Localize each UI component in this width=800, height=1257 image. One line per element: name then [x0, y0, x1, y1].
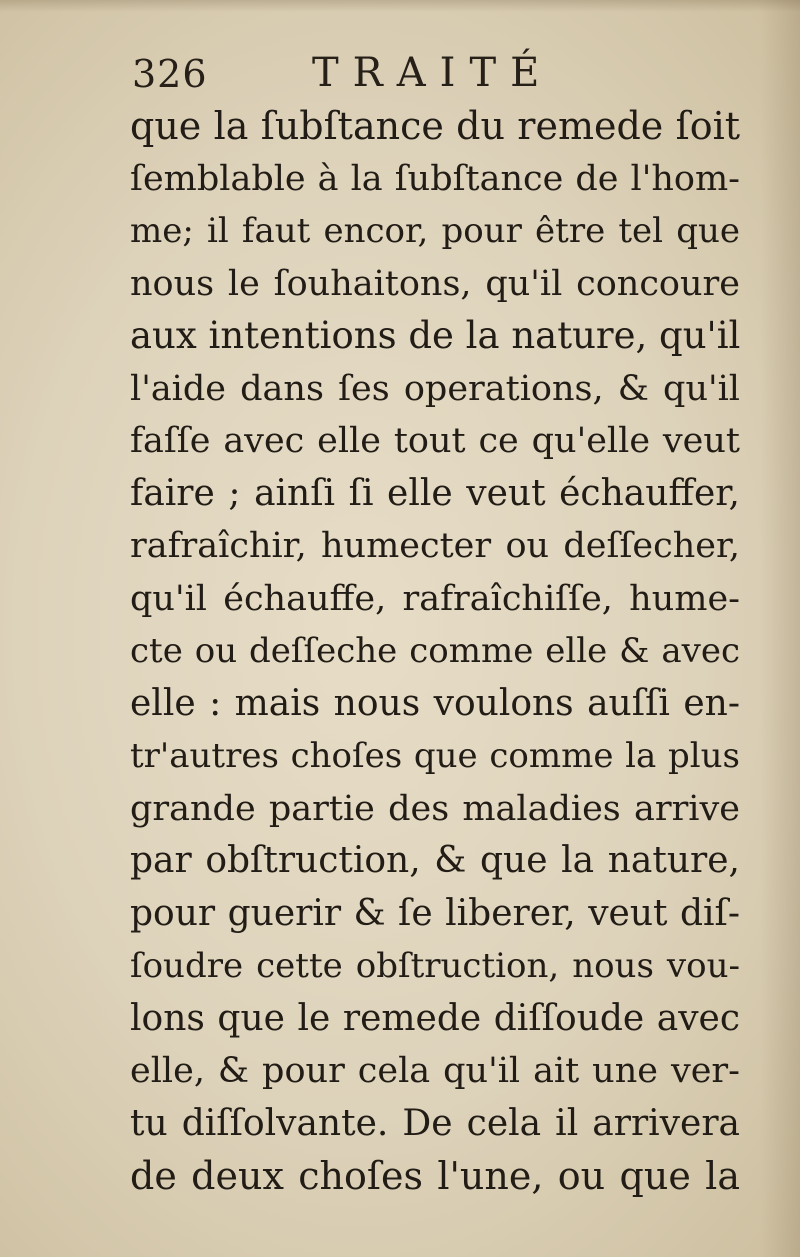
text-line: que la ſubſtance du remede ſoit — [130, 104, 740, 148]
text-line: tr'autres choſes que comme la plus — [130, 736, 740, 776]
page-gutter-shadow — [760, 0, 800, 1257]
text-line: faſſe avec elle tout ce qu'elle veut — [130, 421, 740, 461]
text-line: elle : mais nous voulons auſſi en- — [130, 682, 740, 724]
page-number: 326 — [132, 52, 208, 96]
text-line: de deux choſes l'une, ou que la — [130, 1154, 740, 1198]
running-head: TRAITÉ — [312, 50, 554, 96]
text-line: nous le ſouhaitons, qu'il concoure — [130, 263, 740, 304]
text-line: l'aide dans ſes operations, & qu'il — [130, 368, 740, 409]
text-line: par obſtruction, & que la nature, — [130, 840, 740, 881]
text-line: elle, & pour cela qu'il ait une ver- — [130, 1051, 740, 1091]
text-line: ſoudre cette obſtruction, nous vou- — [130, 946, 740, 986]
text-line: faire ; ainſi ſi elle veut échauffer, — [130, 472, 740, 514]
text-line: pour guerir & ſe liberer, veut diſ- — [130, 892, 740, 934]
text-line: lons que le remede diſſoude avec — [130, 997, 740, 1039]
text-line: rafraîchir, humecter ou deſſecher, — [130, 526, 740, 566]
page-header — [132, 48, 732, 100]
text-line: grande partie des maladies arrive — [130, 788, 740, 829]
text-line: tu diſſolvante. De cela il arrivera — [130, 1102, 740, 1144]
text-line: cte ou deſſeche comme elle & avec — [130, 631, 740, 671]
body-text — [130, 100, 740, 1203]
text-line: me; il faut encor, pour être tel que — [130, 211, 740, 251]
text-line: qu'il échauffe, rafraîchiſſe, hume- — [130, 578, 740, 619]
text-line: ſemblable à la ſubſtance de l'hom- — [130, 158, 740, 199]
page-top-edge — [0, 0, 800, 12]
text-line: aux intentions de la nature, qu'il — [130, 314, 741, 357]
